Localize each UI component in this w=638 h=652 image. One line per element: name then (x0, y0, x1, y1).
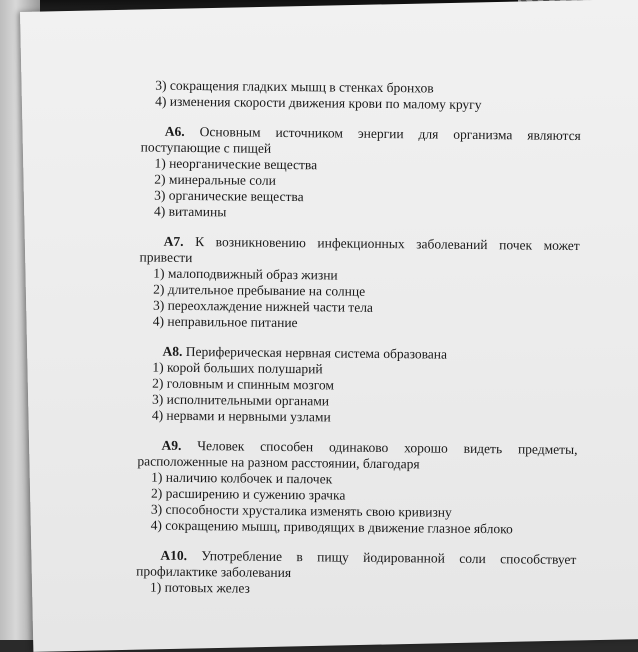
answer-option: 2) длительное пребывание на солнце (153, 281, 366, 299)
answer-option: 3) исполнительными органами (151, 391, 330, 409)
question-stem (137, 437, 577, 474)
worksheet-page (20, 0, 638, 652)
question-stem (141, 123, 581, 160)
question-text: Человек способен одинаково хорошо видеть предметы, расположенные на разном расстоянии, благодаря (137, 438, 578, 472)
top-option-4: 4) изменения скорости движения крови по малому кругу (155, 93, 482, 113)
answer-option: 4) сокращению мышц, приводящих в движение глазное яблоко (150, 517, 513, 537)
answer-option: 4) нервами и нервными узлами (151, 407, 331, 425)
top-option-3: 3) сокращения гладких мышц в стенках бронхов (155, 77, 434, 96)
worksheet-content (136, 77, 581, 600)
answer-option: 2) головным и спинным мозгом (152, 375, 335, 393)
question-label: А10. (160, 547, 188, 563)
answer-option: 4) неправильное питание (152, 313, 298, 331)
question-label: А6. (164, 123, 185, 139)
question-a7 (139, 233, 580, 334)
question-label: А9. (161, 437, 182, 453)
question-stem (139, 233, 579, 270)
answer-option: 1) неорганические вещества (154, 155, 318, 173)
question-text: Основным источником энергии для организма являются поступающие с пищей (140, 124, 581, 156)
question-text: К возникновению инфекционных заболеваний почек может привести (139, 234, 580, 266)
answer-option: 2) расширению и сужению зрачка (150, 485, 346, 503)
question-a8 (138, 343, 579, 428)
answer-option: 1) малоподвижный образ жизни (153, 265, 338, 283)
question-text: Периферическая нервная система образована (185, 343, 448, 362)
answer-option: 3) способности хрусталика изменять свою кривизну (150, 501, 452, 520)
question-a6 (140, 123, 581, 224)
answer-option: 2) минеральные соли (154, 171, 276, 188)
answer-option: 1) потовых желез (149, 579, 250, 596)
question-label: А8. (162, 343, 183, 359)
question-a9 (137, 437, 578, 538)
answer-option: 1) наличию колбочек и палочек (151, 469, 333, 487)
answer-option: 4) витамины (153, 203, 227, 220)
question-label: А7. (163, 233, 184, 249)
question-a10 (136, 547, 576, 600)
answer-option: 3) органические вещества (154, 187, 304, 205)
answer-option: 3) переохлаждение нижней части тела (152, 297, 374, 315)
answer-option: 1) корой больших полушарий (152, 359, 323, 377)
question-stem (136, 547, 576, 584)
question-text: Употребление в пищу йодированной соли способствует профилактике заболевания (136, 548, 577, 581)
